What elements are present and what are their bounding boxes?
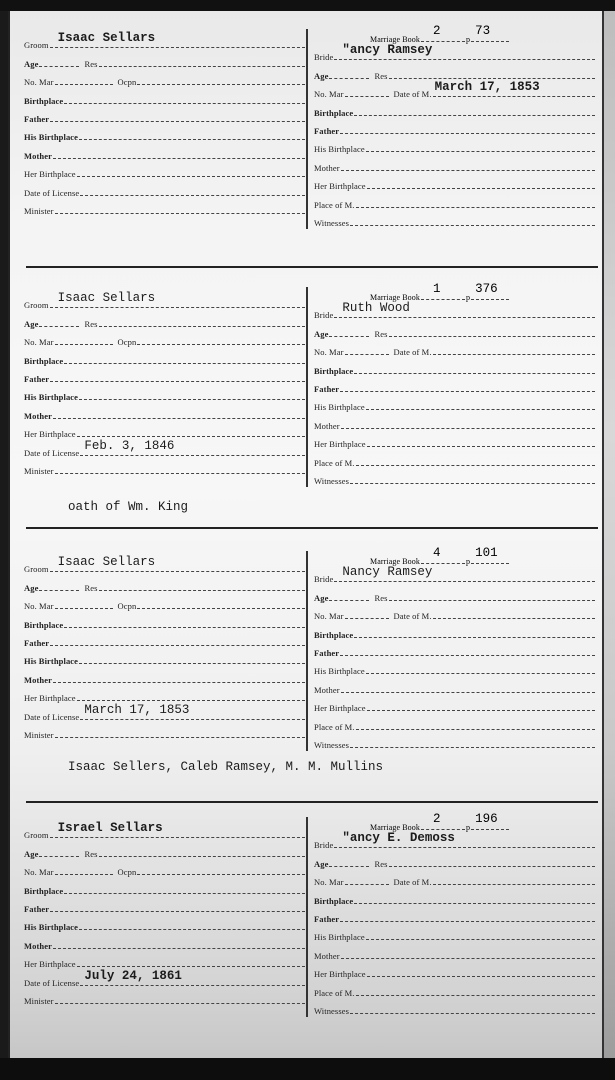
father-row [24,631,306,649]
bride-mother-row [314,155,596,173]
bride-res-label: Res [374,328,388,339]
bride-age-label: Age [314,592,329,603]
age-res-row [24,51,306,69]
date-of-license-label: Date of License [24,447,80,458]
scan-top-border [0,0,615,11]
bride-birthplace-row [314,888,596,906]
witnesses-label: Witnesses [314,217,350,228]
father-label: Father [24,903,50,914]
bride-age-res-row [314,851,596,869]
bride-section [306,24,596,229]
minister-row [24,723,306,741]
date-of-license-value: March 17, 1853 [84,702,190,717]
his-birthplace-row [24,125,306,143]
mother-row [24,143,306,161]
bride-no-mar-date-row [314,604,596,622]
minister-label: Minister [24,465,54,476]
bride-value: Ruth Wood [342,301,410,316]
date-of-m-label: Date of M. [393,89,432,100]
ocpn-label: Ocpn [117,77,137,88]
her-birthplace-label: Her Birthplace [24,169,76,180]
place-of-m-row [314,192,596,210]
bride-birthplace-row [314,358,596,376]
marriage-book-label: Marriage Book [370,557,420,566]
groom-value: Isaac Sellars [57,555,156,570]
bride-birthplace-label: Birthplace [314,629,354,640]
bride-father-row [314,641,596,659]
bride-father-row [314,119,596,137]
place-of-m-label: Place of M. [314,199,355,210]
minister-label: Minister [24,205,54,216]
date-of-m-label: Date of M. [393,611,432,622]
witnesses-label: Witnesses [314,739,350,750]
no-mar-ocpn-row [24,860,306,878]
date-of-m-label: Date of M. [393,347,432,358]
groom-label: Groom [24,40,49,51]
bride-her-birthplace-label: Her Birthplace [314,969,366,980]
bride-mother-label: Mother [314,950,340,961]
mother-label: Mother [24,410,52,421]
bride-age-label: Age [314,328,329,339]
bride-age-res-row [314,63,596,81]
bride-no-mar-date-row [314,82,596,100]
her-birthplace-label: Her Birthplace [24,959,76,970]
bride-value: "ancy Ramsey [342,43,433,58]
date-of-license-row [24,180,306,198]
bride-mother-row [314,943,596,961]
witnesses-row [314,469,596,487]
birthplace-row [24,88,306,106]
page-value: 376 [475,282,498,296]
bride-her-birthplace-row [314,696,596,714]
bride-no-mar-date-row [314,870,596,888]
document-page [8,11,604,1071]
ocpn-label: Ocpn [117,867,137,878]
bride-mother-row [314,413,596,431]
place-of-m-row [314,714,596,732]
father-label: Father [24,637,50,648]
date-of-license-row [24,970,306,988]
father-label: Father [24,113,50,124]
her-birthplace-row [24,952,306,970]
birthplace-label: Birthplace [24,355,64,366]
bride-no-mar-label: No. Mar [314,611,344,622]
scan-bottom-border [0,1058,615,1080]
bride-label: Bride [314,52,334,63]
bride-father-row [314,907,596,925]
date-of-license-value: Feb. 3, 1846 [84,438,175,453]
bride-father-label: Father [314,913,340,924]
ocpn-label: Ocpn [117,337,137,348]
his-birthplace-label: His Birthplace [24,922,79,933]
bride-birthplace-label: Birthplace [314,365,354,376]
bride-res-label: Res [374,592,388,603]
groom-row [24,33,306,51]
record-note: Isaac Sellers, Caleb Ramsey, M. M. Mullins [68,760,384,774]
minister-row [24,989,306,1007]
page-value: 196 [475,812,498,826]
groom-label: Groom [24,564,49,575]
witnesses-row [314,733,596,751]
witnesses-row [314,999,596,1017]
age-label: Age [24,582,39,593]
res-label: Res [84,582,98,593]
minister-row [24,199,306,217]
groom-label: Groom [24,830,49,841]
record-note: oath of Wm. King [68,500,189,514]
date-of-license-label: Date of License [24,711,80,722]
groom-value: Isaac Sellars [57,291,156,306]
age-res-row [24,311,306,329]
bride-her-birthplace-label: Her Birthplace [314,439,366,450]
birthplace-label: Birthplace [24,885,64,896]
bride-age-label: Age [314,70,329,81]
birthplace-row [24,878,306,896]
mother-label: Mother [24,940,52,951]
his-birthplace-row [24,649,306,667]
groom-label: Groom [24,300,49,311]
place-of-m-label: Place of M. [314,987,355,998]
bride-birthplace-label: Birthplace [314,107,354,118]
bride-row [314,303,596,321]
minister-label: Minister [24,729,54,740]
groom-section [24,823,306,1007]
record-separator-rule [26,527,598,529]
bride-res-label: Res [374,858,388,869]
page-label: p [465,823,471,832]
place-of-m-row [314,980,596,998]
bride-his-birthplace-row [314,137,596,155]
date-of-license-row [24,440,306,458]
bride-his-birthplace-label: His Birthplace [314,666,365,677]
father-label: Father [24,373,50,384]
bride-her-birthplace-row [314,432,596,450]
no-mar-label: No. Mar [24,77,54,88]
bride-his-birthplace-label: His Birthplace [314,932,365,943]
bride-his-birthplace-row [314,395,596,413]
her-birthplace-row [24,422,306,440]
mother-label: Mother [24,150,52,161]
bride-no-mar-date-row [314,340,596,358]
bride-mother-label: Mother [314,162,340,173]
ocpn-label: Ocpn [117,601,137,612]
bride-birthplace-label: Birthplace [314,895,354,906]
date-of-license-value: July 24, 1861 [84,968,182,983]
birthplace-row [24,348,306,366]
her-birthplace-row [24,162,306,180]
bride-value: "ancy E. Demoss [342,831,455,846]
her-birthplace-label: Her Birthplace [24,693,76,704]
bride-father-row [314,377,596,395]
groom-row [24,293,306,311]
mother-row [24,667,306,685]
bride-mother-row [314,677,596,695]
minister-row [24,459,306,477]
bride-label: Bride [314,310,334,321]
place-of-m-row [314,450,596,468]
mother-row [24,403,306,421]
bride-age-res-row [314,321,596,339]
his-birthplace-label: His Birthplace [24,132,79,143]
bride-value: Nancy Ramsey [342,565,433,580]
bride-birthplace-row [314,100,596,118]
bride-res-label: Res [374,70,388,81]
groom-row [24,557,306,575]
date-of-license-row [24,704,306,722]
date-of-m-value: March 17, 1853 [434,80,540,95]
his-birthplace-label: His Birthplace [24,656,79,667]
page-label: p [465,293,471,302]
bride-her-birthplace-row [314,174,596,192]
page-value: 73 [475,24,491,38]
record-separator-rule [26,801,598,803]
bride-no-mar-label: No. Mar [314,877,344,888]
birthplace-label: Birthplace [24,619,64,630]
bride-no-mar-label: No. Mar [314,89,344,100]
marriage-book-label: Marriage Book [370,35,420,44]
res-label: Res [84,318,98,329]
bride-his-birthplace-label: His Birthplace [314,144,365,155]
bride-his-birthplace-row [314,659,596,677]
date-of-license-label: Date of License [24,977,80,988]
minister-label: Minister [24,995,54,1006]
bride-his-birthplace-row [314,925,596,943]
bride-section [306,282,596,487]
bride-her-birthplace-row [314,962,596,980]
his-birthplace-row [24,385,306,403]
marriage-book-label: Marriage Book [370,823,420,832]
bride-mother-label: Mother [314,684,340,695]
age-label: Age [24,58,39,69]
bride-father-label: Father [314,383,340,394]
bride-her-birthplace-label: Her Birthplace [314,703,366,714]
bride-no-mar-label: No. Mar [314,347,344,358]
bride-birthplace-row [314,622,596,640]
bride-her-birthplace-label: Her Birthplace [314,181,366,192]
age-res-row [24,575,306,593]
age-label: Age [24,318,39,329]
her-birthplace-label: Her Birthplace [24,429,76,440]
groom-section [24,293,306,477]
no-mar-ocpn-row [24,330,306,348]
father-row [24,107,306,125]
bride-row [314,833,596,851]
bride-age-label: Age [314,858,329,869]
his-birthplace-label: His Birthplace [24,392,79,403]
mother-label: Mother [24,674,52,685]
no-mar-label: No. Mar [24,867,54,878]
father-row [24,897,306,915]
date-of-license-label: Date of License [24,187,80,198]
marriage-book-label: Marriage Book [370,293,420,302]
res-label: Res [84,58,98,69]
no-mar-label: No. Mar [24,337,54,348]
witnesses-label: Witnesses [314,1005,350,1016]
bride-father-label: Father [314,125,340,136]
marriage-book-value: 2 [432,812,441,826]
res-label: Res [84,848,98,859]
place-of-m-label: Place of M. [314,721,355,732]
page-value: 101 [475,546,498,560]
birthplace-label: Birthplace [24,95,64,106]
bride-mother-label: Mother [314,420,340,431]
groom-value: Isaac Sellars [57,31,156,46]
marriage-book-value: 4 [432,546,441,560]
marriage-book-value: 1 [432,282,441,296]
birthplace-row [24,612,306,630]
bride-father-label: Father [314,647,340,658]
marriage-book-value: 2 [432,24,441,38]
bride-section [306,812,596,1017]
record-separator-rule [26,266,598,268]
his-birthplace-row [24,915,306,933]
witnesses-row [314,211,596,229]
bride-row [314,567,596,585]
place-of-m-label: Place of M. [314,457,355,468]
bride-label: Bride [314,574,334,585]
bride-row [314,45,596,63]
date-of-m-label: Date of M. [393,877,432,888]
groom-section [24,33,306,217]
page-label: p [465,557,471,566]
bride-his-birthplace-label: His Birthplace [314,402,365,413]
her-birthplace-row [24,686,306,704]
groom-section [24,557,306,741]
witnesses-label: Witnesses [314,475,350,486]
father-row [24,367,306,385]
groom-value: Israel Sellars [57,821,163,836]
age-label: Age [24,848,39,859]
mother-row [24,933,306,951]
bride-section [306,546,596,751]
no-mar-ocpn-row [24,70,306,88]
age-res-row [24,841,306,859]
no-mar-label: No. Mar [24,601,54,612]
bride-label: Bride [314,840,334,851]
bride-age-res-row [314,585,596,603]
page-label: p [465,35,471,44]
groom-row [24,823,306,841]
no-mar-ocpn-row [24,594,306,612]
